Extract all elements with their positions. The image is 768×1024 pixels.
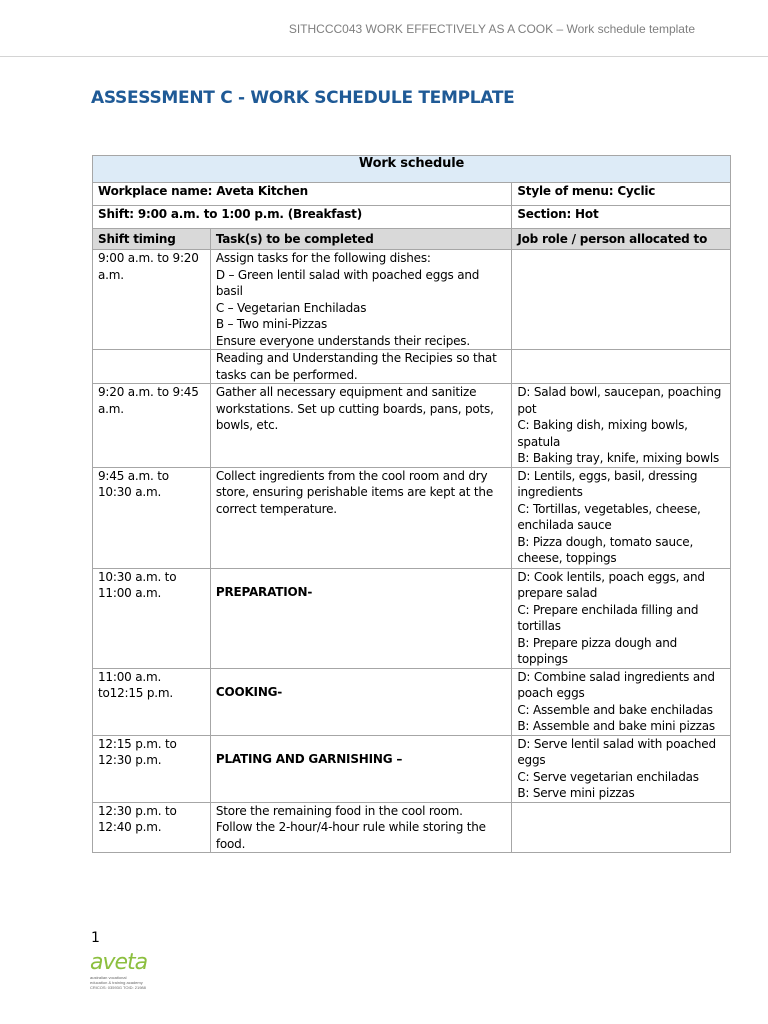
tasks-cell-line: workstations. Set up cutting boards, pans, pots, [215,401,494,416]
job-role-cell-line: B: Assemble and bake mini pizzas [517,719,715,733]
job-role-cell-line: toppings [517,652,568,666]
shift-timing-cell-line: 11:00 a.m. [98,669,162,684]
tasks-cell-line: store, ensuring perishable items are kept at the [215,485,494,499]
table-row [93,568,731,668]
shift-timing-cell-line: 12:30 p.m. [98,753,162,767]
job-role-cell-line: D: Salad bowl, saucepan, poaching [517,385,722,399]
job-role-cell-line: C: Prepare enchilada filling and [517,602,699,617]
header-divider [0,56,768,57]
job-role-cell [512,568,731,668]
table-row [93,384,731,468]
shift-timing-cell [93,568,211,668]
logo-wordmark: aveta [90,950,148,975]
column-header-role: Job role / person allocated to [512,229,731,250]
job-role-cell-line: pot [517,401,537,416]
table-row [93,350,731,384]
job-role-cell-line: tortillas [517,619,561,633]
tasks-cell-line: D – Green lentil salad with poached eggs and [215,267,480,282]
job-role-cell [512,384,731,468]
task-stage-label: COOKING- [215,684,283,699]
job-role-cell [512,350,731,384]
shift-timing-cell [93,350,211,384]
task-stage-label: PLATING AND GARNISHING – [215,751,403,766]
task-stage-label: PREPARATION- [215,584,313,599]
job-role-cell [512,802,731,853]
tasks-cell [210,350,512,384]
job-role-cell-line: enchilada sauce [517,518,612,532]
tasks-cell-line: Gather all necessary equipment and sanitize [215,385,477,399]
tasks-cell-line: Follow the 2-hour/4-hour rule while storing the [215,820,486,834]
workplace-name: Workplace name: Aveta Kitchen [93,183,512,206]
job-role-cell-line: D: Cook lentils, poach eggs, and [517,569,705,584]
job-role-cell-line: C: Baking dish, mixing bowls, [517,418,688,432]
tasks-cell [210,668,512,735]
shift-info: Shift: 9:00 a.m. to 1:00 p.m. (Breakfast) [93,206,512,229]
tasks-cell-line: Collect ingredients from the cool room and dry [215,468,488,483]
job-role-cell-line: C: Serve vegetarian enchiladas [517,769,699,784]
job-role-cell [512,250,731,350]
shift-timing-cell-line: a.m. [98,401,124,416]
job-role-cell-line: prepare salad [517,586,598,600]
shift-timing-cell-line: 9:45 a.m. to [98,468,169,483]
tasks-cell [210,384,512,468]
menu-style: Style of menu: Cyclic [512,183,731,206]
shift-timing-cell-line: 12:30 p.m. to [98,803,177,818]
shift-timing-cell-line: 12:40 p.m. [98,820,162,834]
job-role-cell-line: B: Baking tray, knife, mixing bowls [517,451,720,465]
table-row [93,668,731,735]
shift-timing-cell-line: 10:30 a.m. [98,485,162,499]
shift-timing-cell-line: 12:15 p.m. to [98,736,177,751]
table-row [93,802,731,853]
job-role-cell-line: B: Prepare pizza dough and [517,635,678,650]
tasks-cell [210,735,512,802]
page-number: 1 [91,930,100,946]
job-role-cell-line: D: Serve lentil salad with poached [517,736,716,751]
aveta-logo [90,950,190,990]
shift-timing-cell [93,802,211,853]
job-role-cell [512,467,731,568]
tasks-cell-line: B – Two mini-Pizzas [215,317,328,331]
table-row [93,250,731,350]
job-role-cell-line: D: Combine salad ingredients and [517,669,715,684]
table-row [93,467,731,568]
logo-tagline: australian vocational education & training academy CRICOS: 03593G TOID: 21988 [90,975,146,990]
page-header-text: SITHCCC043 WORK EFFECTIVELY AS A COOK – Work schedule template [288,22,695,36]
job-role-cell-line: C: Assemble and bake enchiladas [517,702,713,717]
shift-timing-cell-line: 11:00 a.m. [98,586,162,600]
shift-timing-cell [93,467,211,568]
shift-timing-cell [93,250,211,350]
shift-timing-cell [93,668,211,735]
tasks-cell [210,802,512,853]
job-role-cell [512,735,731,802]
job-role-cell-line: D: Lentils, eggs, basil, dressing [517,468,698,483]
shift-timing-cell-line: 9:00 a.m. to 9:20 [98,251,199,265]
tasks-cell-line: food. [215,836,246,851]
job-role-cell-line: spatula [517,434,561,449]
job-role-cell-line: ingredients [517,485,583,499]
tasks-cell [210,250,512,350]
job-role-cell [512,668,731,735]
job-role-cell-line: cheese, toppings [517,551,617,565]
job-role-cell-line: poach eggs [517,686,585,700]
tasks-cell-line: Ensure everyone understands their recipes. [215,333,470,348]
shift-timing-cell-line: to12:15 p.m. [98,686,173,700]
table-row [93,735,731,802]
tasks-cell [210,467,512,568]
work-schedule-table [92,155,731,853]
tasks-cell-line: basil [215,284,243,298]
tasks-cell-line: tasks can be performed. [215,367,358,382]
job-role-cell-line: B: Pizza dough, tomato sauce, [517,534,694,549]
shift-timing-cell-line: 10:30 a.m. to [98,569,177,584]
tasks-cell-line: C – Vegetarian Enchiladas [215,300,367,315]
tasks-cell-line: Store the remaining food in the cool room. [215,803,463,818]
schedule-rows [93,250,731,853]
tasks-cell-line: correct temperature. [215,501,337,516]
table-heading: Work schedule [93,156,731,183]
shift-timing-cell-line: 9:20 a.m. to 9:45 [98,385,199,399]
column-header-tasks: Task(s) to be completed [210,229,512,250]
shift-timing-cell [93,384,211,468]
shift-timing-cell [93,735,211,802]
tasks-cell [210,568,512,668]
page-title: ASSESSMENT C - WORK SCHEDULE TEMPLATE [91,88,515,108]
job-role-cell-line: B: Serve mini pizzas [517,786,635,800]
section-info: Section: Hot [512,206,731,229]
shift-timing-cell-line: a.m. [98,267,124,282]
tasks-cell-line: Assign tasks for the following dishes: [215,251,431,265]
job-role-cell-line: eggs [517,753,546,767]
tasks-cell-line: Reading and Understanding the Recipies so that [215,351,497,365]
tasks-cell-line: bowls, etc. [215,418,279,432]
column-header-timing: Shift timing [93,229,211,250]
job-role-cell-line: C: Tortillas, vegetables, cheese, [517,501,701,516]
